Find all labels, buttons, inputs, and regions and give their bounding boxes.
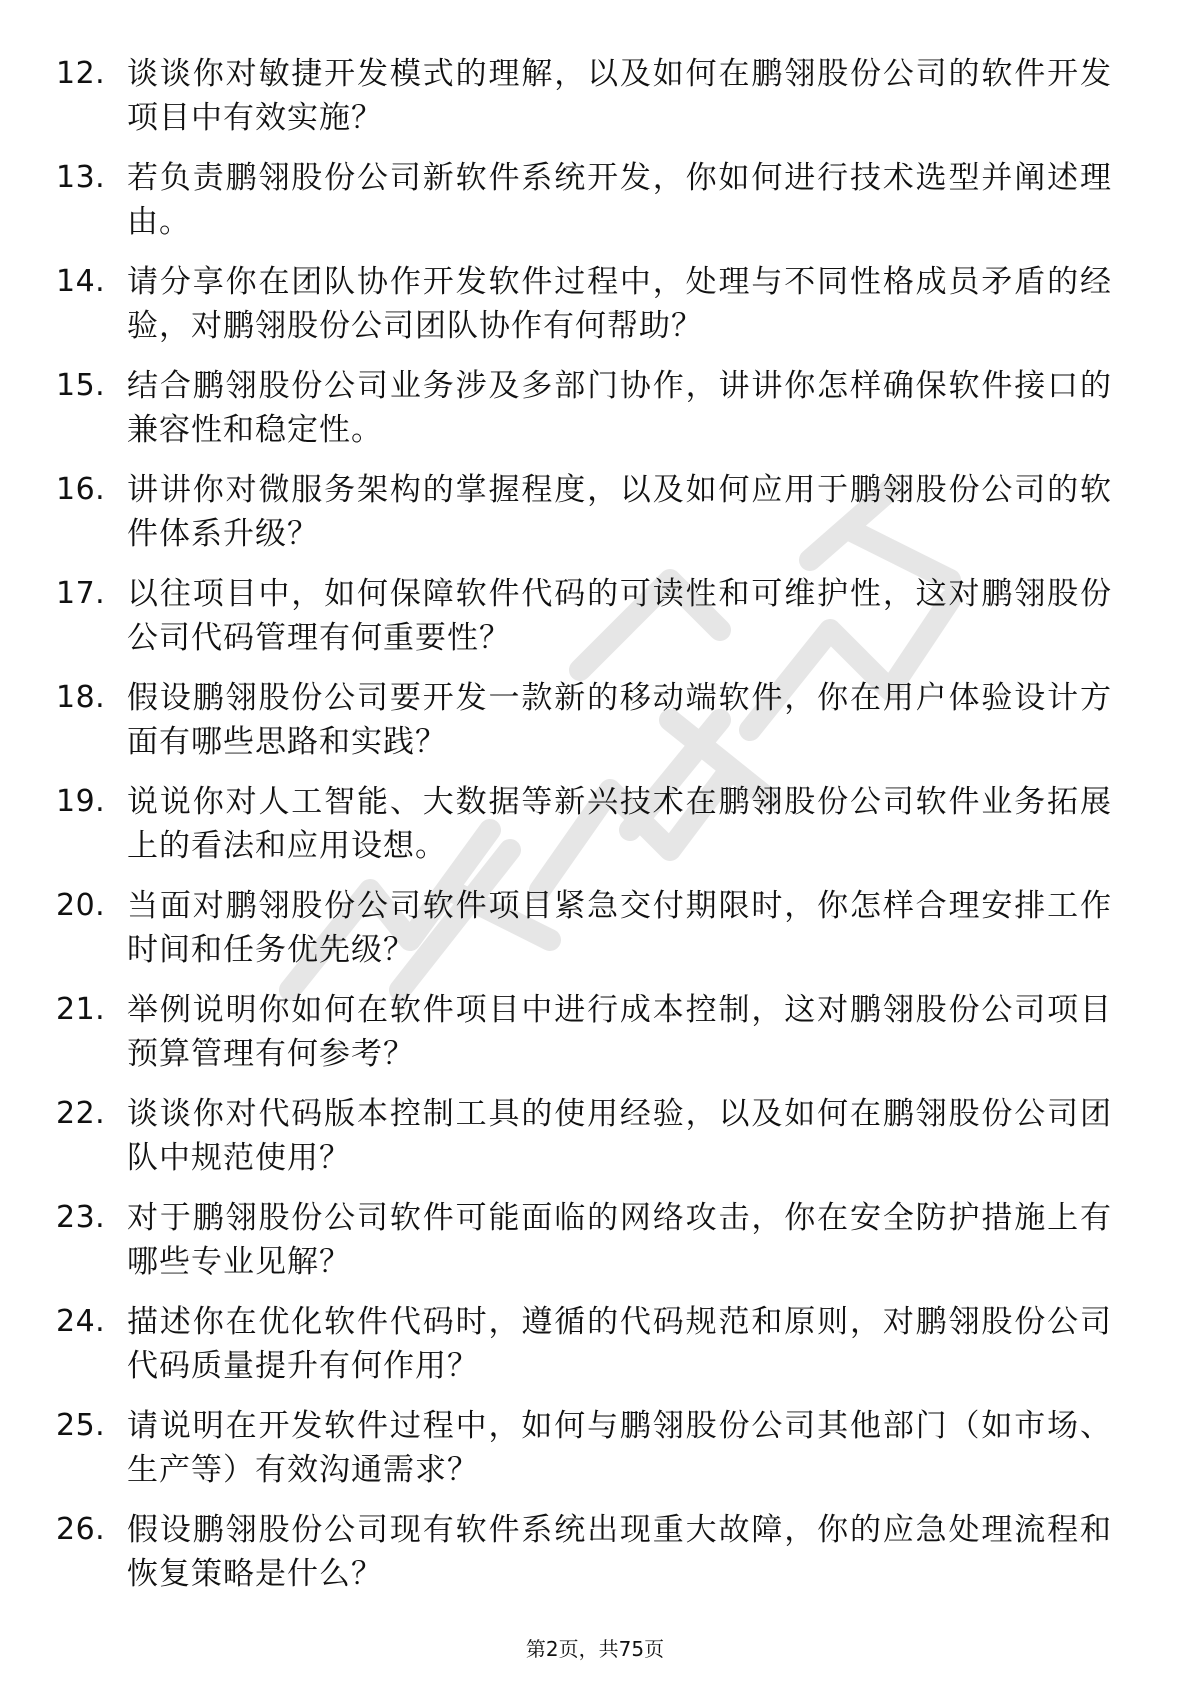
page-number: 第2页，共75页 (525, 1637, 665, 1661)
question-number: 25. (56, 1408, 106, 1443)
question-item (0, 988, 1190, 1092)
question-text: 描述你在优化软件代码时，遵循的代码规范和原则，对鹏翎股份公司代码质量提升有何作用？ (127, 1304, 1112, 1384)
question-number: 15. (56, 368, 106, 403)
question-item (0, 364, 1190, 468)
question-text: 说说你对人工智能、大数据等新兴技术在鹏翎股份公司软件业务拓展上的看法和应用设想。 (127, 784, 1112, 864)
question-text: 假设鹏翎股份公司现有软件系统出现重大故障，你的应急处理流程和恢复策略是什么？ (127, 1512, 1112, 1592)
question-number: 23. (56, 1200, 106, 1235)
question-item (0, 1092, 1190, 1196)
question-number: 22. (56, 1096, 106, 1131)
question-text: 当面对鹏翎股份公司软件项目紧急交付期限时，你怎样合理安排工作时间和任务优先级？ (127, 888, 1112, 968)
question-text: 以往项目中，如何保障软件代码的可读性和可维护性，这对鹏翎股份公司代码管理有何重要性？ (127, 576, 1112, 656)
question-list (0, 52, 1190, 1612)
question-item (0, 780, 1190, 884)
question-number: 18. (56, 680, 106, 715)
question-text: 举例说明你如何在软件项目中进行成本控制，这对鹏翎股份公司项目预算管理有何参考？ (127, 992, 1112, 1072)
question-text: 讲讲你对微服务架构的掌握程度，以及如何应用于鹏翎股份公司的软件体系升级？ (127, 472, 1112, 552)
question-text: 谈谈你对代码版本控制工具的使用经验，以及如何在鹏翎股份公司团队中规范使用？ (127, 1096, 1112, 1176)
question-item (0, 156, 1190, 260)
question-number: 19. (56, 784, 106, 819)
question-number: 17. (56, 576, 106, 611)
question-item (0, 676, 1190, 780)
question-item (0, 884, 1190, 988)
question-item (0, 260, 1190, 364)
question-text: 结合鹏翎股份公司业务涉及多部门协作，讲讲你怎样确保软件接口的兼容性和稳定性。 (127, 368, 1112, 448)
question-text: 谈谈你对敏捷开发模式的理解，以及如何在鹏翎股份公司的软件开发项目中有效实施？ (127, 56, 1112, 136)
question-item (0, 1196, 1190, 1300)
question-item (0, 1404, 1190, 1508)
question-number: 14. (56, 264, 106, 299)
question-text: 请说明在开发软件过程中，如何与鹏翎股份公司其他部门（如市场、生产等）有效沟通需求？ (127, 1408, 1112, 1488)
question-item (0, 52, 1190, 156)
question-item (0, 1300, 1190, 1404)
question-number: 21. (56, 992, 106, 1027)
question-text: 请分享你在团队协作开发软件过程中，处理与不同性格成员矛盾的经验，对鹏翎股份公司团队协作有何帮助？ (127, 264, 1112, 344)
question-item (0, 572, 1190, 676)
question-number: 26. (56, 1512, 106, 1547)
question-number: 16. (56, 472, 106, 507)
question-number: 24. (56, 1304, 106, 1339)
question-number: 12. (56, 56, 106, 91)
question-text: 若负责鹏翎股份公司新软件系统开发，你如何进行技术选型并阐述理由。 (127, 160, 1112, 240)
question-text: 假设鹏翎股份公司要开发一款新的移动端软件，你在用户体验设计方面有哪些思路和实践？ (127, 680, 1112, 760)
question-item (0, 468, 1190, 572)
question-item (0, 1508, 1190, 1612)
question-text: 对于鹏翎股份公司软件可能面临的网络攻击，你在安全防护措施上有哪些专业见解？ (127, 1200, 1112, 1280)
question-number: 13. (56, 160, 106, 195)
question-number: 20. (56, 888, 106, 923)
